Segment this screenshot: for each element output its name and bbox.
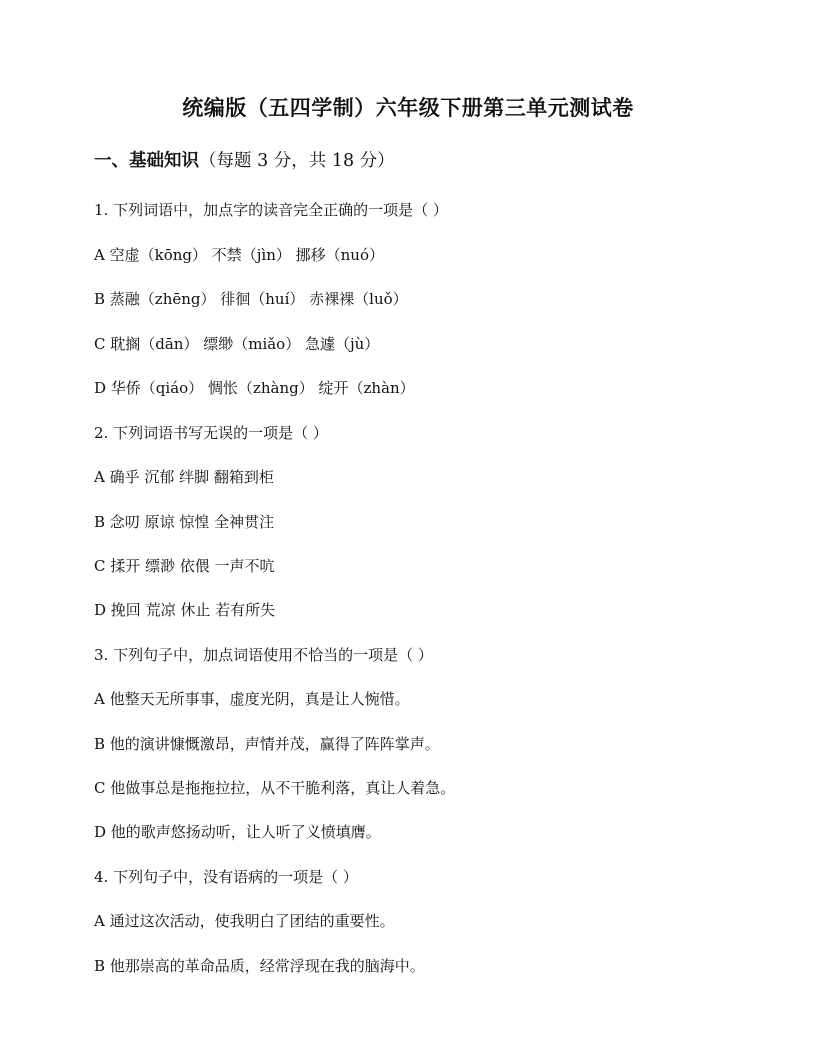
question-1-option-b: B 蒸融（zhēng） 徘徊（huí） 赤裸裸（luǒ） [94,290,408,308]
section-title: 一、基础知识 [94,151,199,171]
question-3-option-b: B 他的演讲慷慨激昂，声情并茂，赢得了阵阵掌声。 [94,735,440,753]
section-heading [94,147,395,172]
question-2-option-c: C 揉开 缥渺 依偎 一声不吭 [94,557,275,575]
question-1-stem: 1. 下列词语中，加点字的读音完全正确的一项是（ ） [94,201,448,219]
question-1-option-d: D 华侨（qiáo） 惆怅（zhàng） 绽开（zhàn） [94,379,415,397]
question-1-option-a: A 空虚（kōng） 不禁（jìn） 挪移（nuó） [94,246,384,264]
question-4-option-a: A 通过这次活动，使我明白了团结的重要性。 [94,912,395,930]
question-1-option-c: C 耽搁（dān） 缥缈（miǎo） 急遽（jù） [94,335,380,353]
question-2-option-b: B 念叨 原谅 惊惶 全神贯注 [94,513,275,531]
question-3-stem: 3. 下列句子中，加点词语使用不恰当的一项是（ ） [94,646,433,664]
question-2-option-a: A 确乎 沉郁 绊脚 翻箱到柜 [94,468,274,486]
question-3-option-c: C 他做事总是拖拖拉拉，从不干脆利落，真让人着急。 [94,779,456,797]
question-2-stem: 2. 下列词语书写无误的一项是（ ） [94,424,328,442]
section-score-note: （每题 3 分，共 18 分） [199,151,395,171]
document-title: 统编版（五四学制）六年级下册第三单元测试卷 [182,95,634,120]
question-2-option-d: D 挽回 荒凉 休止 若有所失 [94,601,276,619]
question-4-stem: 4. 下列句子中，没有语病的一项是（ ） [94,868,358,886]
question-3-option-a: A 他整天无所事事，虚度光阴，真是让人惋惜。 [94,690,410,708]
question-4-option-b: B 他那崇高的革命品质，经常浮现在我的脑海中。 [94,957,425,975]
question-3-option-d: D 他的歌声悠扬动听，让人听了义愤填膺。 [94,823,381,841]
